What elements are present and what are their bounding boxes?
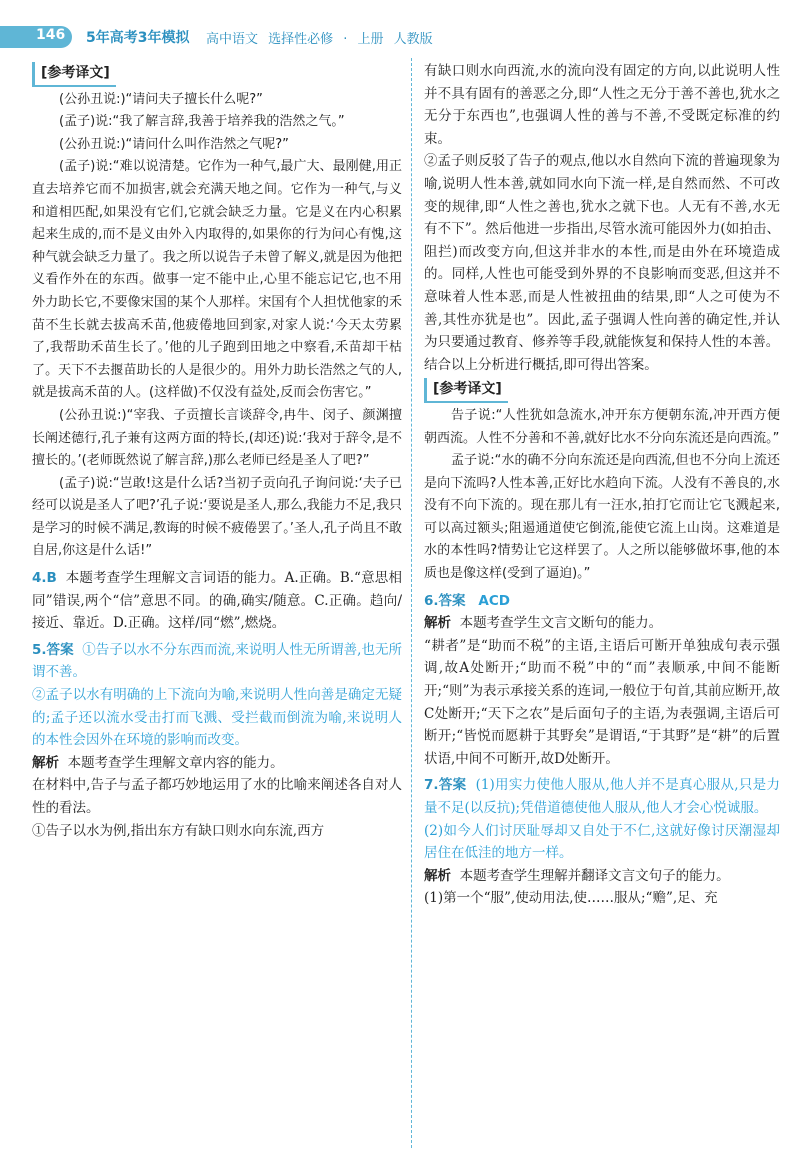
page-header xyxy=(0,0,800,52)
question-6-answer-label: 答案 xyxy=(438,592,466,609)
question-4-text: 本题考查学生理解文言词语的能力。A.正确。B.“意思相同”错误,两个“信”意思不同。的确,确实/随意。C.正确。趋向/接近、靠近。D.正确。这样/同“燃”,燃烧。 xyxy=(32,570,402,632)
translation-paragraph: (孟子)说:“难以说清楚。它作为一种气,最广大、最刚健,用正直去培养它而不加损害,就会充满天地之间。它作为一种气,与义和道相匹配,如果没有它们,它就会缺乏力量。它是义在内心积累起来生成的,而不是义由外入内取得的,如果你的行为问心有愧,这种气就会缺乏力量了。我之所以说告子未曾了解义,就是因为他把义看作外在的东西。做事一定不能中止,心里不能忘记它,也不用外力助长它,不要像宋国的某个人那样。宋国有个人担忧他家的禾苗不生长就去拔高禾苗,他疲倦地回到家,对家人说:‘今天太劳累了,我帮助禾苗生长了。’他的儿子跑到田地之中察看,禾苗却干枯了。天下不去揠苗助长的人是很少的。用外力助长浩然之气的人,就是拔高禾苗的人。(这样做)不仅没有益处,反而会伤害它。” xyxy=(32,159,402,401)
translation-paragraph: (公孙丑说:)“请问什么叫作浩然之气呢?” xyxy=(59,136,289,152)
translation-paragraph: 孟子说:“水的确不分向东流还是向西流,但也不分向上流还是向下流吗?人性本善,正好比水趋向下流。人没有不善良的,水没有不向下流的。现在那儿有一汪水,拍打它而让它飞溅起来,可以高过额头;阻遏通道使它倒流,能使它流上山岗。这难道是水的本性吗?情势让它这样罢了。人之所以能够做坏事,他的本质也是像这样(受到了逼迫)。” xyxy=(424,453,780,582)
question-5-answer-1: ①告子以水不分东西而流,来说明人性无所谓善,也无所谓不善。 xyxy=(32,641,402,681)
translation-paragraph: (孟子)说:“我了解言辞,我善于培养我的浩然之气。” xyxy=(59,114,345,130)
question-5-analysis xyxy=(32,752,402,775)
question-6-analysis xyxy=(424,612,780,635)
analysis-paragraph: 在材料中,告子与孟子都巧妙地运用了水的比喻来阐述各自对人性的看法。 xyxy=(32,777,402,816)
column-divider xyxy=(411,58,412,1148)
left-column xyxy=(32,60,402,842)
analysis-label: 解析 xyxy=(32,754,59,771)
reference-translation-heading: [参考译文] xyxy=(424,378,508,403)
analysis-label: 解析 xyxy=(424,867,451,884)
question-4-number: 4.B xyxy=(32,570,57,587)
analysis-paragraph: 结合以上分析进行概括,即可得出答案。 xyxy=(424,356,658,373)
question-5-answer-2: ②孟子以水有明确的上下流向为喻,来说明人性向善是确定无疑的;孟子还以流水受击打而飞溅、受拦截而倒流为喻,来说明人的本性会因外在环境的影响而改变。 xyxy=(32,687,402,749)
analysis-paragraph: “耕者”是“助而不税”的主语,主语后可断开单独成句表示强调,故A处断开;“助而不税”中的“而”表顺承,中间不能断开;“则”为表示承接关系的连词,一般位于句首,其前应断开,故C处断开;“天下之农”是后面句子的主语,为表强调,主语后可断开;“皆悦而愿耕于其野矣”是谓语,“于其野”是“耕”的后置状语,中间不可断开,故D处断开。 xyxy=(424,637,780,767)
question-5-answer-label: 答案 xyxy=(46,641,74,658)
translation-paragraph: (孟子)说:“岂敢!这是什么话?当初子贡向孔子询问说:‘夫子已经可以说是圣人了吧?’孔子说:‘要说是圣人,那么,我能力不足,我只是学习的时候不满足,教诲的时候不疲倦罢了。’圣人,孔子尚且不敢自居,你这是什么话!” xyxy=(32,475,402,559)
question-6-number: 6. xyxy=(424,592,439,609)
translation-paragraph: (公孙丑说:)“请问夫子擅长什么呢?” xyxy=(59,91,263,107)
question-6-answer-value: ACD xyxy=(478,592,510,609)
page-number: 146 xyxy=(36,27,66,43)
analysis-label: 解析 xyxy=(424,615,451,632)
question-7-analysis xyxy=(424,865,780,888)
reference-translation-heading: [参考译文] xyxy=(32,62,116,87)
question-7-answer xyxy=(424,774,780,819)
analysis-text: 本题考查学生理解文章内容的能力。 xyxy=(67,754,284,771)
question-5-answer xyxy=(32,639,402,684)
translation-paragraph: (公孙丑说:)“宰我、子贡擅长言谈辞令,冉牛、闵子、颜渊擅长阐述德行,孔子兼有这两方面的特长,(却还)说:‘我对于辞令,是不擅长的。’(老师既然说了解言辞,)那么老师已经是圣人了吧?” xyxy=(32,407,402,469)
question-7-answer-label: 答案 xyxy=(438,777,467,794)
book-subtitle: 高中语文 选择性必修 · 上册 人教版 xyxy=(206,32,433,47)
question-4-analysis xyxy=(32,567,402,635)
translation-paragraph: 告子说:“人性犹如急流水,冲开东方便朝东流,冲开西方便朝西流。人性不分善和不善,就好比水不分向东流还是向西流。” xyxy=(424,407,780,446)
question-6-answer xyxy=(424,590,780,613)
question-7-number: 7. xyxy=(424,777,439,794)
analysis-paragraph: 有缺口则水向西流,水的流向没有固定的方向,以此说明人性并不具有固有的善恶之分,即“人性之无分于善不善也,犹水之无分于东西也”,也强调人性的善与不善,不受既定标准的约束。 xyxy=(424,63,780,147)
analysis-paragraph: ①告子以水为例,指出东方有缺口则水向东流,西方 xyxy=(32,822,325,839)
right-column xyxy=(424,60,780,910)
analysis-text: 本题考查学生理解并翻译文言文句子的能力。 xyxy=(459,867,730,884)
question-7-answer-2: (2)如今人们讨厌耻辱却又自处于不仁,这就好像讨厌潮湿却居住在低洼的地方一样。 xyxy=(424,822,780,862)
question-7-answer-1: (1)用实力使他人服从,他人并不是真心服从,只是力量不足(以反抗);凭借道德使他人服从,他人才会心悦诚服。 xyxy=(424,777,780,816)
analysis-paragraph: (1)第一个“服”,使动用法,使……服从;“赡”,足、充 xyxy=(424,890,718,907)
analysis-text: 本题考查学生文言文断句的能力。 xyxy=(459,615,663,632)
question-5-number: 5. xyxy=(32,641,47,658)
analysis-paragraph: ②孟子则反驳了告子的观点,他以水自然向下流的普遍现象为喻,说明人性本善,就如同水向下流一样,是自然而然、不可改变的规律,即“人性之善也,犹水之就下也。人无有不善,水无有不下”。然后他进一步指出,尽管水流可能因外力(如拍击、阻拦)而改变方向,但这并非水的本性,而是由外在环境造成的。同样,人性也可能受到外界的不良影响而变恶,但这并不意味着人性本恶,而是人性被扭曲的结果,即“人之可使为不善,其性亦犹是也”。因此,孟子强调人性向善的确定性,并认为只要通过教育、修养等手段,就能恢复和保持人性的本善。 xyxy=(424,153,780,351)
book-title: 5年高考3年模拟 xyxy=(86,30,190,46)
